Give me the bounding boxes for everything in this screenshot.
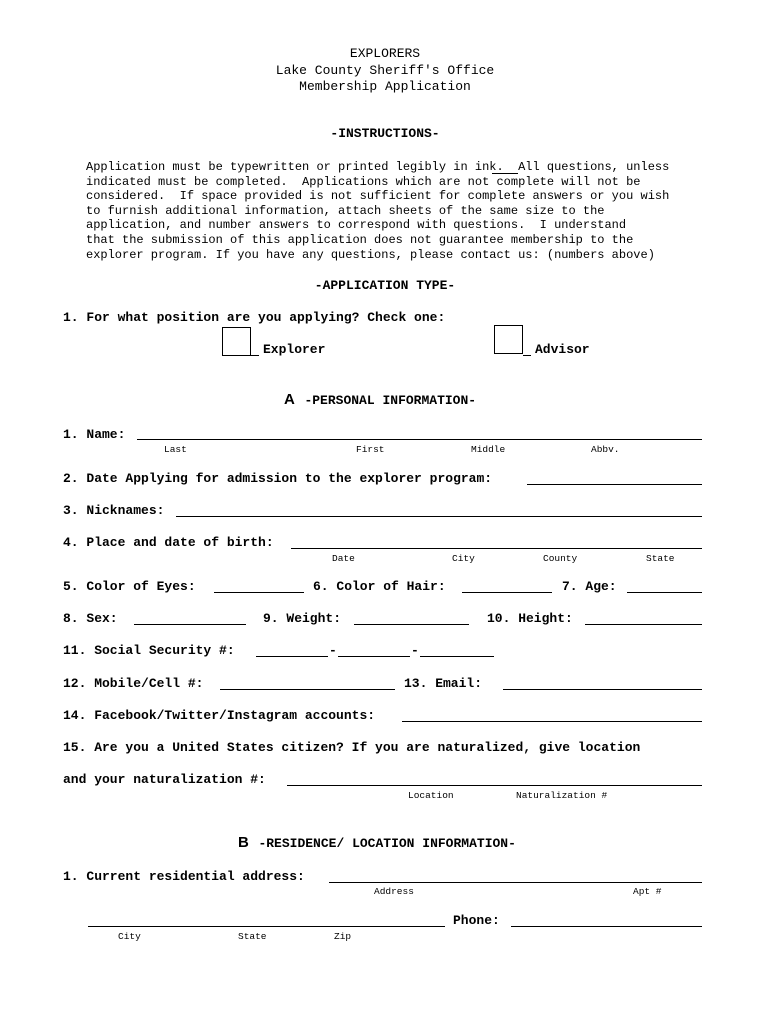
ssn-dash: - xyxy=(329,643,337,658)
ink-underline xyxy=(492,173,518,174)
address-label: 1. Current residential address: xyxy=(63,869,305,884)
caption-county: County xyxy=(543,553,578,564)
name-label: 1. Name: xyxy=(63,427,126,442)
section-a-title: -PERSONAL INFORMATION- xyxy=(304,393,477,408)
birth-label: 4. Place and date of birth: xyxy=(63,535,274,550)
ssn-field-part1[interactable] xyxy=(256,656,328,657)
naturalization-label: and your naturalization #: xyxy=(63,772,266,787)
caption-state: State xyxy=(646,553,675,564)
phone-label: Phone: xyxy=(453,913,500,928)
ssn-label: 11. Social Security #: xyxy=(63,643,235,658)
caption-abbv: Abbv. xyxy=(591,444,620,455)
instruction-line: Application must be typewritten or printed legibly in ink. All questions, unless xyxy=(86,160,670,174)
city-state-zip-field[interactable] xyxy=(88,926,445,927)
caption-zip: Zip xyxy=(334,931,352,942)
date-applying-field[interactable] xyxy=(527,484,702,485)
birth-field[interactable] xyxy=(291,548,702,549)
section-b-title: -RESIDENCE/ LOCATION INFORMATION- xyxy=(258,836,516,851)
age-field[interactable] xyxy=(627,592,702,593)
ssn-dash: - xyxy=(411,643,419,658)
section-a-letter: A xyxy=(284,391,295,408)
mobile-field[interactable] xyxy=(220,689,395,690)
explorer-checkbox-underline xyxy=(251,355,259,356)
explorer-checkbox[interactable] xyxy=(222,327,251,356)
eye-color-label: 5. Color of Eyes: xyxy=(63,579,196,594)
organization-name: Lake County Sheriff's Office xyxy=(275,63,495,78)
caption-state: State xyxy=(238,931,267,942)
weight-label: 9. Weight: xyxy=(263,611,342,626)
form-name: Membership Application xyxy=(299,79,471,94)
email-label: 13. Email: xyxy=(404,676,483,691)
height-field[interactable] xyxy=(585,624,702,625)
position-question: 1. For what position are you applying? Check one: xyxy=(63,310,446,325)
section-b-heading xyxy=(238,834,516,852)
name-field[interactable] xyxy=(137,439,702,440)
caption-naturalization: Naturalization # xyxy=(516,790,608,801)
citizenship-question: 15. Are you a United States citizen? If you are naturalized, give location xyxy=(63,740,641,755)
phone-field[interactable] xyxy=(511,926,702,927)
nicknames-label: 3. Nicknames: xyxy=(63,503,165,518)
date-applying-label: 2. Date Applying for admission to the explorer program: xyxy=(63,471,493,486)
section-a-heading xyxy=(284,391,476,409)
instructions-text xyxy=(86,160,706,262)
height-label: 10. Height: xyxy=(487,611,573,626)
sex-field[interactable] xyxy=(134,624,246,625)
form-title: EXPLORERS xyxy=(349,46,421,61)
caption-city: City xyxy=(452,553,475,564)
caption-apt: Apt # xyxy=(633,886,662,897)
hair-color-field[interactable] xyxy=(462,592,552,593)
section-b-letter: B xyxy=(238,834,249,851)
instruction-line: that the submission of this application does not guarantee membership to the xyxy=(86,232,634,247)
advisor-checkbox[interactable] xyxy=(494,325,523,354)
nicknames-field[interactable] xyxy=(176,516,702,517)
age-label: 7. Age: xyxy=(562,579,617,594)
caption-last: Last xyxy=(164,444,187,455)
application-type-heading: -APPLICATION TYPE- xyxy=(314,278,456,293)
naturalization-field[interactable] xyxy=(287,785,702,786)
advisor-option-label: Advisor xyxy=(535,342,590,357)
instruction-line: considered. If space provided is not sufficient for complete answers or you wish xyxy=(86,189,670,204)
advisor-checkbox-underline xyxy=(523,355,531,356)
hair-color-label: 6. Color of Hair: xyxy=(313,579,446,594)
instruction-line: to furnish additional information, attach sheets of the same size to the xyxy=(86,203,605,218)
sex-label: 8. Sex: xyxy=(63,611,118,626)
caption-address: Address xyxy=(374,886,414,897)
caption-middle: Middle xyxy=(471,444,506,455)
ssn-field-part3[interactable] xyxy=(420,656,494,657)
caption-city: City xyxy=(118,931,141,942)
instruction-line: indicated must be completed. Applications which are not complete will not be xyxy=(86,174,641,189)
instruction-line: application, and number answers to correspond with questions. I understand xyxy=(86,218,627,233)
eye-color-field[interactable] xyxy=(214,592,304,593)
instructions-heading: -INSTRUCTIONS- xyxy=(330,126,440,141)
explorer-option-label: Explorer xyxy=(263,342,326,357)
address-field[interactable] xyxy=(329,882,702,883)
email-field[interactable] xyxy=(503,689,702,690)
caption-date: Date xyxy=(332,553,355,564)
caption-location: Location xyxy=(408,790,454,801)
social-accounts-label: 14. Facebook/Twitter/Instagram accounts: xyxy=(63,708,376,723)
weight-field[interactable] xyxy=(354,624,469,625)
social-accounts-field[interactable] xyxy=(402,721,702,722)
instruction-line: explorer program. If you have any questions, please contact us: (numbers above) xyxy=(86,247,655,262)
caption-first: First xyxy=(356,444,385,455)
mobile-label: 12. Mobile/Cell #: xyxy=(63,676,204,691)
ssn-field-part2[interactable] xyxy=(338,656,410,657)
